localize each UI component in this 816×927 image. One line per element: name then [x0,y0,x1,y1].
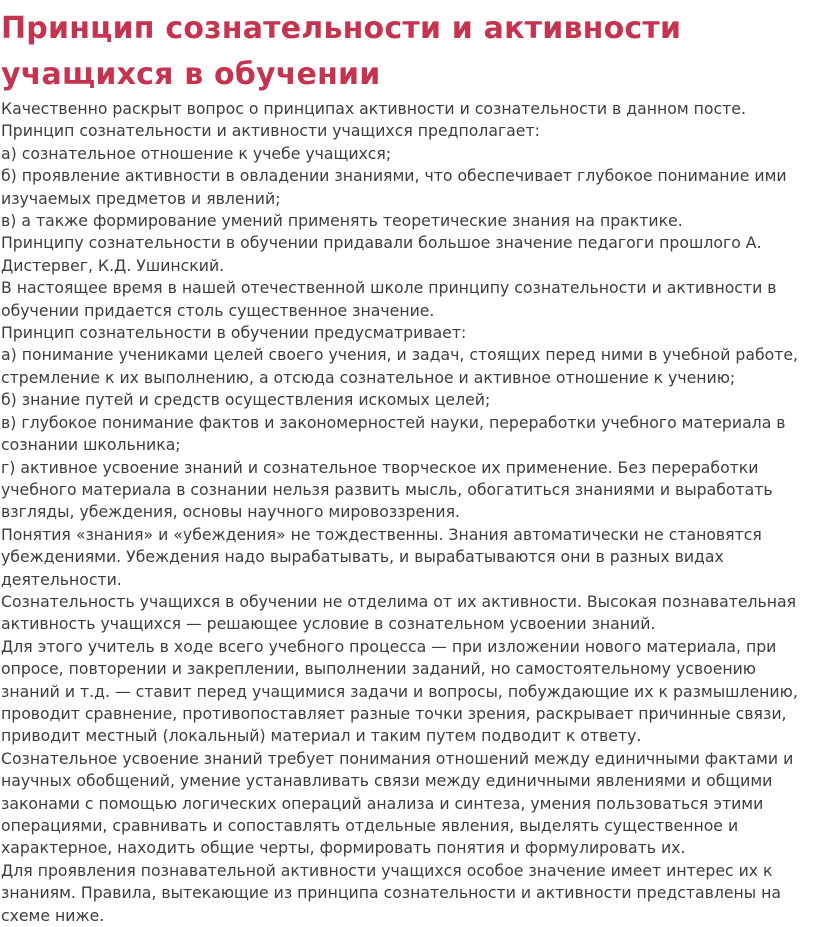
page-title: Принцип сознательности и активности учащихся в обучении [1,11,682,92]
paragraph: Сознательное усвоение знаний требует понимания отношений между единичными фактами и научных обобщений, умение устанавливать связи между единичными явлениями и общими законами с помощью логических операций анализа и синтеза, умения пользоваться этими операциями, сравнивать и сопоставлять отдельные явления, выделять существенное и характерное, находить общие черты, формировать понятия и формулировать их. [1,748,794,858]
paragraph: Сознательность учащихся в обучении не отделима от их активности. Высокая познавательная активность учащихся — решающее условие в сознательном усвоении знаний. [1,591,797,634]
list-item: б) проявление активности в овладении знаниями, что обеспечивает глубокое понимание ими изучаемых предметов и явлений; [1,166,787,208]
paragraph: Принципу сознательности в обучении придавали большое значение педагоги прошлого А. Дистервег, К.Д. Ушинский. [1,233,762,275]
list-item: в) а также формирование умений применять теоретические знания на практике. [1,211,683,231]
document-body [1,98,816,927]
paragraph: Понятия «знания» и «убеждения» не тождественны. Знания автоматически не становятся убеждениями. Убеждения надо вырабатывать, и вырабатываются они в разных видах деятельности. [1,524,762,589]
list-item: а) понимание учениками целей своего учения, и задач, стоящих перед ними в учебной работе, стремление к их выполнению, а отсюда сознательное и активное отношение к учению; [1,345,798,387]
paragraph: Качественно раскрыт вопрос о принципах активности и сознательности в данном посте. [1,99,746,118]
paragraph: В настоящее время в нашей отечественной школе принципу сознательности и активности в обучении придается столь существенное значение. [1,278,777,320]
paragraph: Принцип сознательности и активности учащихся предполагает: [1,121,540,141]
list-item: б) знание путей и средств осуществления искомых целей; [1,390,491,410]
list-item: а) сознательное отношение к учебе учащихся; [1,143,392,163]
paragraph: Для этого учитель в ходе всего учебного процесса — при изложении нового материала, при опросе, повторении и закреплении, выполнении заданий, но самостоятельному усвоению знаний и т.д. — ставит перед учащимися задачи и вопросы, побуждающие их к размышлению, проводит сравнение, противопоставляет разные точки зрения, раскрывает причинные связи, приводит местный (локальный) материал и таким путем подводит к ответу. [1,636,798,746]
paragraph: Для проявления познавательной активности учащихся особое значение имеет интерес их к знаниям. Правила, вытекающие из принципа сознательности и активности представлены на схеме ниже. [1,860,782,925]
paragraph: Принцип сознательности в обучении предусматривает: [1,323,467,343]
list-item: в) глубокое понимание фактов и закономерностей науки, переработки учебного материала в сознании школьника; [1,412,786,455]
list-item: г) активное усвоение знаний и сознательное творческое их применение. Без переработки учебного материала в сознании нельзя развить мысль, обогатиться знаниями и выработать взгляды, убеждения, основы научного мировоззрения. [1,457,773,522]
